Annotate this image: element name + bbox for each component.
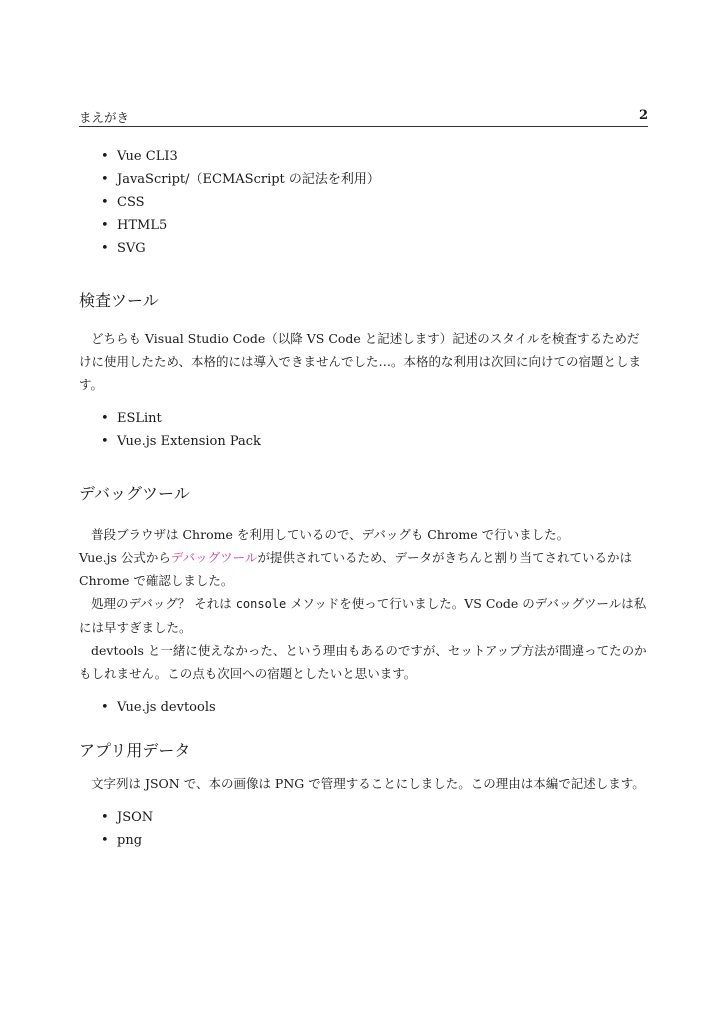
- inspection-section: [79, 290, 648, 453]
- list-item: • ESLint: [79, 407, 648, 430]
- appdata-paragraph: 文字列は JSON で、本の画像は PNG で管理することにしました。この理由は本編で記述します。: [91, 776, 645, 791]
- list-item: • JavaScript/（ECMAScript の記法を利用）: [79, 168, 648, 191]
- debug-list: [79, 696, 648, 719]
- debug-section: [79, 483, 648, 719]
- tool-list: [79, 145, 648, 260]
- debug-paragraph-2: [79, 546, 648, 592]
- inline-code: console: [235, 597, 287, 611]
- appdata-section: [79, 740, 648, 852]
- list-item: • Vue CLI3: [79, 145, 648, 168]
- list-item: • HTML5: [79, 214, 648, 237]
- running-title: まえがき: [79, 110, 130, 125]
- list-item: • JSON: [79, 806, 648, 829]
- list-item: • CSS: [79, 191, 648, 214]
- debug-paragraph-1: 普段ブラウザは Chrome を利用しているので、デバッグも Chrome で行いました。: [91, 527, 570, 542]
- page-number: 2: [638, 108, 648, 123]
- section-heading-appdata: アプリ用データ: [79, 741, 191, 760]
- list-item: • Vue.js devtools: [79, 696, 648, 719]
- section-heading-debug: デバッグツール: [79, 484, 190, 503]
- debug-paragraph-4: devtools と一緒に使えなかった、という理由もあるのですが、セットアップ方法が間違ってたのかもしれません。この点も次回への宿題としたいと思います。: [79, 643, 647, 681]
- appdata-list: [79, 806, 648, 852]
- section-heading-inspection: 検査ツール: [79, 291, 159, 310]
- devtools-link[interactable]: デバッグツール: [170, 550, 258, 565]
- list-item: • png: [79, 829, 648, 852]
- text-span: が提供されているため、データがきちんと割り当てされているかは Chrome で確認しました。: [79, 550, 632, 588]
- page-header: [79, 108, 648, 127]
- debug-paragraph-3: [79, 592, 648, 639]
- text-span: Vue.js 公式から: [79, 550, 171, 565]
- list-item: • Vue.js Extension Pack: [79, 430, 648, 453]
- text-span: 処理のデバッグ？ それは: [91, 596, 236, 611]
- inspection-list: [79, 407, 648, 453]
- text-span: メソッドを使って行いました。VS Code のデバッグツールは私には早すぎました。: [79, 596, 647, 635]
- list-item: • SVG: [79, 237, 648, 260]
- top-list-section: [79, 145, 648, 260]
- inspection-paragraph: どちらも Visual Studio Code（以降 VS Code と記述します）記述のスタイルを検査するためだけに使用したため、本格的には導入できませんでした…。本格的な利用は次回に向けての宿題とします。: [79, 331, 642, 392]
